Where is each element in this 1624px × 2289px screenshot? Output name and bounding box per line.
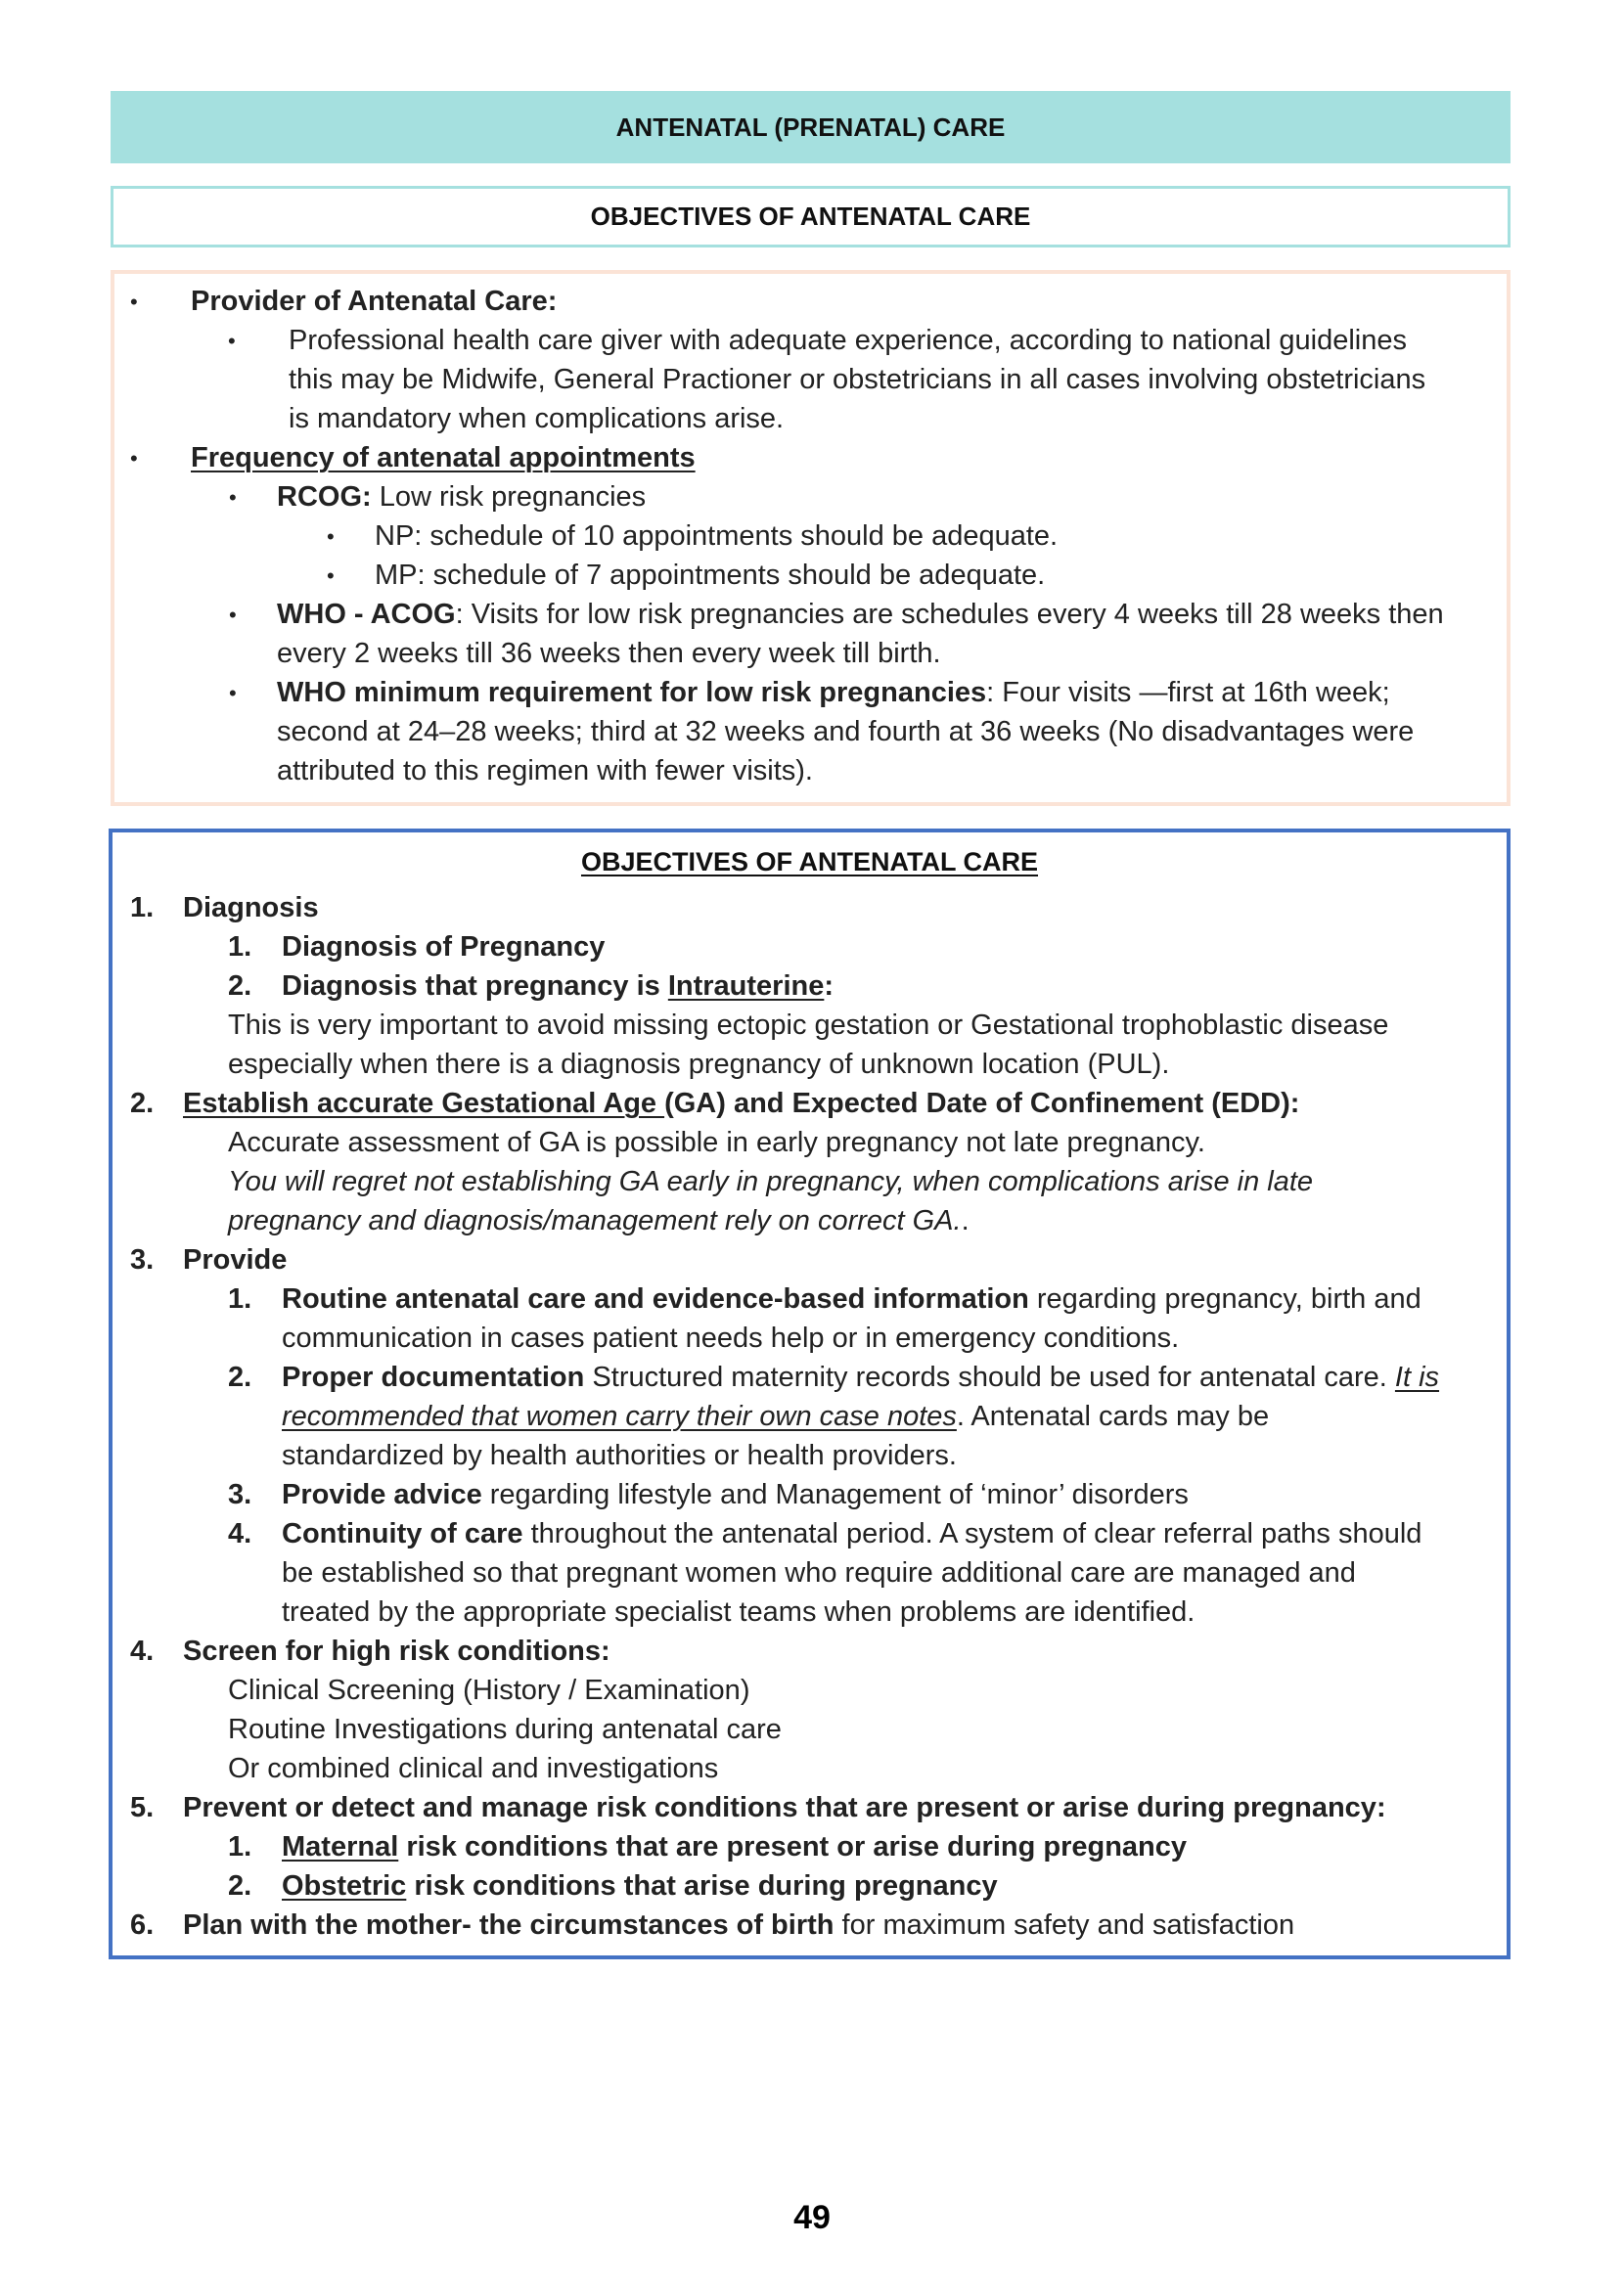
- who-acog-continuation: every 2 weeks till 36 weeks then every week till birth.: [277, 638, 941, 669]
- text-segment: pregnancy and diagnosis/management rely on correct GA.: [228, 1205, 962, 1236]
- who-minimum-continuation-1: second at 24–28 weeks; third at 32 weeks and fourth at 36 weeks (No disadvantages were: [277, 716, 1415, 747]
- provider-heading: Provider of Antenatal Care:: [191, 286, 558, 317]
- provider-text-line-3: is mandatory when complications arise.: [289, 403, 785, 434]
- bullet-icon: •: [228, 329, 236, 353]
- who-minimum-continuation-2: attributed to this regimen with fewer visits).: [277, 755, 813, 786]
- ga-note: Accurate assessment of GA is possible in early pregnancy not late pregnancy.: [228, 1127, 1205, 1158]
- item-plan: [183, 1906, 1294, 1945]
- screen-note-2: Routine Investigations during antenatal care: [228, 1714, 782, 1745]
- rcog-np-line: NP: schedule of 10 appointments should be adequate.: [375, 520, 1059, 552]
- text-segment: Diagnosis that pregnancy is: [282, 970, 668, 1002]
- text-segment: Provide advice: [282, 1479, 482, 1510]
- sub-item-maternal: [282, 1827, 1187, 1866]
- provider-text-line-2: this may be Midwife, General Practioner or obstetricians in all cases involving obstetricians: [289, 364, 1426, 395]
- text-segment: (GA) and Expected Date of Confinement (EDD):: [664, 1088, 1300, 1119]
- rcog-text: Low risk pregnancies: [371, 481, 647, 513]
- bullet-icon: •: [327, 563, 335, 588]
- who-minimum-text: : Four visits —first at 16th week;: [986, 677, 1390, 708]
- item-screen: Screen for high risk conditions:: [183, 1636, 610, 1667]
- text-segment: . Antenatal cards may be: [956, 1401, 1270, 1432]
- sub-item-diagnosis-pregnancy: Diagnosis of Pregnancy: [282, 931, 606, 963]
- sub-item-number: 3.: [228, 1479, 252, 1510]
- sub-item-number: 4.: [228, 1518, 252, 1549]
- sub-item-obstetric: [282, 1866, 998, 1906]
- who-minimum-line: [277, 673, 1390, 712]
- bullet-icon: •: [229, 681, 237, 705]
- continuity-continuation-1: be established so that pregnant women who require additional care are managed and: [282, 1557, 1356, 1589]
- bullet-icon: •: [229, 485, 237, 510]
- text-segment: regarding pregnancy, birth and: [1028, 1283, 1421, 1315]
- ga-italic-note-line-1: You will regret not establishing GA early in pregnancy, when complications arise in late: [228, 1166, 1314, 1197]
- page-number: 49: [793, 2199, 831, 2236]
- provider-text-line-1: Professional health care giver with adequate experience, according to national guidelines: [289, 325, 1408, 356]
- text-segment: Proper documentation: [282, 1362, 585, 1393]
- bullet-icon: •: [130, 290, 138, 314]
- documentation-continuation-2: standardized by health authorities or health providers.: [282, 1440, 957, 1471]
- rcog-mp-line: MP: schedule of 7 appointments should be adequate.: [375, 560, 1046, 591]
- screen-note-3: Or combined clinical and investigations: [228, 1753, 719, 1784]
- text-segment: Plan with the mother- the circumstances of birth: [183, 1909, 835, 1941]
- section-subtitle: OBJECTIVES OF ANTENATAL CARE: [590, 202, 1031, 231]
- bullet-icon: •: [229, 603, 237, 627]
- sub-item-documentation: [282, 1358, 1439, 1397]
- sub-item-number: 1.: [228, 931, 252, 963]
- section-subtitle-bar: [111, 186, 1511, 247]
- sub-item-number: 1.: [228, 1283, 252, 1315]
- bullet-icon: •: [327, 524, 335, 549]
- item-provide: Provide: [183, 1244, 288, 1276]
- intrauterine-underlined: Intrauterine: [667, 970, 825, 1002]
- sub-item-number: 2.: [228, 1870, 252, 1902]
- who-acog-text: : Visits for low risk pregnancies are schedules every 4 weeks till 28 weeks then: [455, 599, 1444, 630]
- screen-note-1: Clinical Screening (History / Examination): [228, 1675, 750, 1706]
- ga-italic-note-line-2: [228, 1201, 970, 1240]
- sub-item-advice: [282, 1475, 1189, 1514]
- text-segment: risk conditions that arise during pregnancy: [406, 1870, 998, 1902]
- objectives-heading: OBJECTIVES OF ANTENATAL CARE: [580, 847, 1039, 876]
- item-diagnosis: Diagnosis: [183, 892, 319, 923]
- item-number: 6.: [130, 1909, 155, 1941]
- sub-item-number: 2.: [228, 970, 252, 1002]
- documentation-continuation-1: [282, 1397, 1269, 1436]
- text-segment: Routine antenatal care and evidence-based information: [282, 1283, 1029, 1315]
- who-acog-label: WHO - ACOG: [277, 599, 456, 630]
- rcog-line: [277, 477, 646, 516]
- page-title: ANTENATAL (PRENATAL) CARE: [615, 112, 1006, 142]
- bullet-icon: •: [130, 446, 138, 471]
- text-segment: throughout the antenatal period. A system of clear referral paths should: [522, 1518, 1422, 1549]
- page-title-bar: [111, 91, 1511, 163]
- text-segment: .: [961, 1205, 970, 1236]
- text-segment: Obstetric: [282, 1870, 407, 1902]
- text-segment: Continuity of care: [282, 1518, 523, 1549]
- sub-item-continuity: [282, 1514, 1421, 1553]
- text-segment: Structured maternity records should be used for antenatal care.: [584, 1362, 1395, 1393]
- routine-care-continuation: communication in cases patient needs help or in emergency conditions.: [282, 1323, 1180, 1354]
- text-segment: :: [824, 970, 835, 1002]
- text-segment: It is: [1394, 1362, 1440, 1393]
- text-segment: recommended that women carry their own case notes: [282, 1401, 957, 1432]
- who-minimum-label: WHO minimum requirement for low risk pregnancies: [277, 677, 987, 708]
- item-number: 3.: [130, 1244, 155, 1276]
- frequency-heading: Frequency of antenatal appointments: [191, 442, 696, 473]
- item-prevent: Prevent or detect and manage risk conditions that are present or arise during pregnancy:: [183, 1792, 1386, 1823]
- sub-item-diagnosis-intrauterine: [282, 966, 834, 1006]
- rcog-label: RCOG:: [277, 481, 372, 513]
- item-gestational-age: [183, 1084, 1299, 1123]
- text-segment: risk conditions that are present or arise during pregnancy: [398, 1831, 1188, 1863]
- who-acog-line: [277, 595, 1444, 634]
- sub-item-number: 2.: [228, 1362, 252, 1393]
- gestational-age-underlined: Establish accurate Gestational Age: [183, 1088, 665, 1119]
- item-number: 1.: [130, 892, 155, 923]
- item-number: 4.: [130, 1636, 155, 1667]
- continuity-continuation-2: treated by the appropriate specialist teams when problems are identified.: [282, 1596, 1195, 1628]
- diagnosis-note-line-1: This is very important to avoid missing ectopic gestation or Gestational trophoblastic disease: [228, 1010, 1389, 1041]
- item-number: 2.: [130, 1088, 155, 1119]
- diagnosis-note-line-2: especially when there is a diagnosis pregnancy of unknown location (PUL).: [228, 1049, 1170, 1080]
- sub-item-routine-care: [282, 1279, 1421, 1319]
- item-number: 5.: [130, 1792, 155, 1823]
- text-segment: Maternal: [282, 1831, 399, 1863]
- text-segment: for maximum safety and satisfaction: [834, 1909, 1295, 1941]
- text-segment: regarding lifestyle and Management of ‘minor’ disorders: [481, 1479, 1189, 1510]
- sub-item-number: 1.: [228, 1831, 252, 1863]
